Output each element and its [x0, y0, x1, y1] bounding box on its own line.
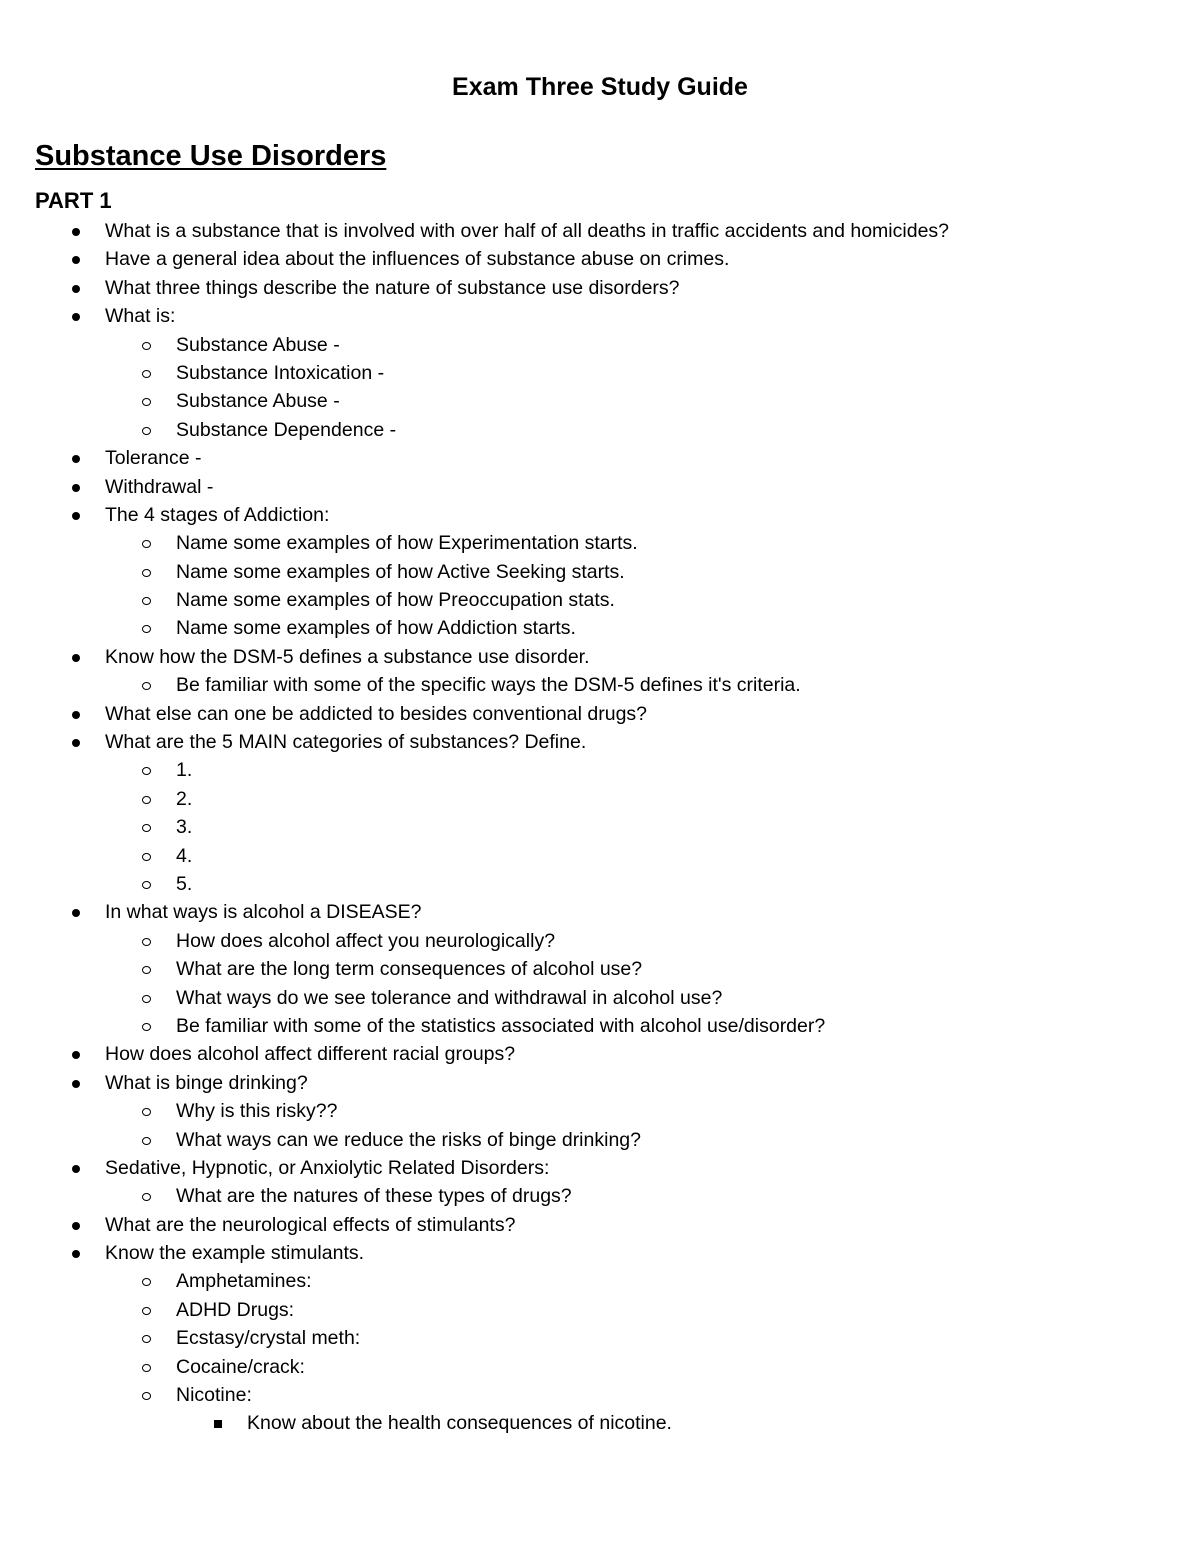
list-item-text: Substance Intoxication -	[176, 361, 385, 384]
filled-bullet-icon	[72, 1080, 80, 1088]
list-item-text: Be familiar with some of the statistics associated with alcohol use/disorder?	[176, 1014, 826, 1037]
filled-bullet-icon	[72, 711, 80, 719]
hollow-bullet-icon	[142, 966, 151, 974]
study-question-list	[0, 217, 1200, 1438]
list-item	[0, 643, 1200, 671]
part-label: PART 1	[35, 188, 112, 213]
list-item-text: Name some examples of how Active Seeking starts.	[176, 560, 625, 583]
list-item-text: In what ways is alcohol a DISEASE?	[105, 901, 422, 924]
list-item-text: Know the example stimulants.	[105, 1242, 365, 1265]
filled-bullet-icon	[72, 1051, 80, 1059]
list-item	[0, 927, 1200, 955]
list-item	[0, 217, 1200, 245]
hollow-bullet-icon	[142, 1335, 151, 1343]
list-item	[0, 473, 1200, 501]
hollow-bullet-icon	[142, 1193, 151, 1201]
list-item	[0, 1182, 1200, 1210]
list-item-text: Know about the health consequences of nicotine.	[247, 1412, 672, 1435]
list-item-text: Sedative, Hypnotic, or Anxiolytic Related Disorders:	[105, 1156, 550, 1179]
list-item-text: What are the 5 MAIN categories of substances? Define.	[105, 731, 587, 754]
list-item	[0, 1267, 1200, 1295]
list-item	[0, 756, 1200, 784]
list-item-text: What is a substance that is involved with over half of all deaths in traffic accidents and homicides?	[105, 220, 950, 242]
list-item-text: What are the natures of these types of drugs?	[176, 1185, 572, 1208]
filled-bullet-icon	[72, 1250, 80, 1258]
hollow-bullet-icon	[142, 625, 151, 633]
list-item	[0, 1126, 1200, 1154]
list-item-text: Name some examples of how Preoccupation stats.	[176, 589, 615, 612]
hollow-bullet-icon	[142, 853, 151, 861]
list-item	[0, 955, 1200, 983]
list-item-text: Why is this risky??	[176, 1100, 338, 1123]
list-item-text: Know how the DSM-5 defines a substance use disorder.	[105, 645, 590, 668]
list-item	[0, 898, 1200, 926]
list-item-text: 5.	[176, 872, 193, 895]
list-item-text: How does alcohol affect you neurologically?	[176, 929, 556, 952]
hollow-bullet-icon	[142, 881, 151, 889]
list-item	[0, 501, 1200, 529]
list-item-text: Substance Dependence -	[176, 418, 397, 441]
list-item	[0, 1097, 1200, 1125]
hollow-bullet-icon	[142, 1392, 151, 1400]
hollow-bullet-icon	[142, 1137, 151, 1145]
filled-bullet-icon	[72, 256, 80, 264]
list-item	[0, 1154, 1200, 1182]
list-item	[0, 671, 1200, 699]
list-item	[0, 416, 1200, 444]
list-item-text: Substance Abuse -	[176, 390, 340, 413]
hollow-bullet-icon	[142, 540, 151, 548]
list-item	[0, 302, 1200, 330]
filled-bullet-icon	[72, 228, 80, 236]
list-item	[0, 245, 1200, 273]
list-item	[0, 870, 1200, 898]
hollow-bullet-icon	[142, 342, 151, 350]
list-item	[0, 1069, 1200, 1097]
list-item-text: What is binge drinking?	[105, 1071, 308, 1094]
list-item-text: Tolerance -	[105, 447, 202, 470]
filled-bullet-icon	[72, 739, 80, 747]
list-item	[0, 1381, 1200, 1409]
list-item	[0, 842, 1200, 870]
filled-bullet-icon	[72, 654, 80, 662]
filled-bullet-icon	[72, 1165, 80, 1173]
list-item	[0, 1239, 1200, 1267]
hollow-bullet-icon	[142, 995, 151, 1003]
list-item	[0, 586, 1200, 614]
list-item	[0, 984, 1200, 1012]
list-item	[0, 558, 1200, 586]
hollow-bullet-icon	[142, 569, 151, 577]
list-item-text: Ecstasy/crystal meth:	[176, 1327, 361, 1350]
list-item	[0, 728, 1200, 756]
hollow-bullet-icon	[142, 1023, 151, 1031]
list-item	[0, 387, 1200, 415]
list-item-text: What are the long term consequences of alcohol use?	[176, 958, 643, 981]
list-item-text: What else can one be addicted to besides conventional drugs?	[105, 702, 648, 725]
list-item-text: What three things describe the nature of substance use disorders?	[105, 276, 680, 299]
list-item-text: What ways do we see tolerance and withdrawal in alcohol use?	[176, 986, 723, 1009]
hollow-bullet-icon	[142, 1364, 151, 1372]
list-item-text: Nicotine:	[176, 1384, 252, 1407]
filled-bullet-icon	[72, 512, 80, 520]
list-item	[0, 444, 1200, 472]
list-item-text: Name some examples of how Experimentation starts.	[176, 532, 638, 555]
list-item-text: Be familiar with some of the specific ways the DSM-5 defines it's criteria.	[176, 674, 801, 697]
hollow-bullet-icon	[142, 370, 151, 378]
list-item-text: Substance Abuse -	[176, 333, 340, 356]
list-item	[0, 1211, 1200, 1239]
list-item	[0, 529, 1200, 557]
list-item	[0, 1353, 1200, 1381]
hollow-bullet-icon	[142, 824, 151, 832]
list-item-text: 4.	[176, 844, 193, 867]
list-item-text: The 4 stages of Addiction:	[105, 503, 330, 526]
list-item	[0, 331, 1200, 359]
list-item-text: Withdrawal -	[105, 475, 214, 498]
list-item-text: ADHD Drugs:	[176, 1298, 295, 1321]
list-item-text: What is:	[105, 305, 176, 328]
hollow-bullet-icon	[142, 597, 151, 605]
hollow-bullet-icon	[142, 682, 151, 690]
square-bullet-icon	[214, 1420, 222, 1428]
hollow-bullet-icon	[142, 398, 151, 406]
list-item	[0, 359, 1200, 387]
list-item	[0, 614, 1200, 642]
list-item	[0, 813, 1200, 841]
list-item-text: 1.	[176, 759, 193, 782]
list-item	[0, 700, 1200, 728]
list-item	[0, 785, 1200, 813]
hollow-bullet-icon	[142, 1108, 151, 1116]
list-item	[0, 1296, 1200, 1324]
filled-bullet-icon	[72, 455, 80, 463]
list-item-text: Amphetamines:	[176, 1270, 312, 1293]
hollow-bullet-icon	[142, 767, 151, 775]
hollow-bullet-icon	[142, 427, 151, 435]
list-item-text: Cocaine/crack:	[176, 1355, 305, 1378]
list-item	[0, 1040, 1200, 1068]
hollow-bullet-icon	[142, 796, 151, 804]
filled-bullet-icon	[72, 285, 80, 293]
hollow-bullet-icon	[142, 1307, 151, 1315]
list-item-text: Name some examples of how Addiction starts.	[176, 617, 576, 640]
list-item-text: How does alcohol affect different racial groups?	[105, 1043, 516, 1066]
hollow-bullet-icon	[142, 938, 151, 946]
document-title: Exam Three Study Guide	[452, 73, 748, 101]
list-item-text: What are the neurological effects of stimulants?	[105, 1213, 516, 1236]
filled-bullet-icon	[72, 313, 80, 321]
hollow-bullet-icon	[142, 1278, 151, 1286]
list-item	[0, 1409, 1200, 1437]
list-item	[0, 1012, 1200, 1040]
filled-bullet-icon	[72, 484, 80, 492]
list-item-text: What ways can we reduce the risks of binge drinking?	[176, 1128, 641, 1151]
filled-bullet-icon	[72, 909, 80, 917]
section-heading: Substance Use Disorders	[35, 140, 387, 172]
list-item-text: 3.	[176, 816, 193, 839]
filled-bullet-icon	[72, 1222, 80, 1230]
list-item-text: 2.	[176, 787, 193, 810]
list-item	[0, 274, 1200, 302]
list-item-text: Have a general idea about the influences of substance abuse on crimes.	[105, 248, 730, 271]
list-item	[0, 1324, 1200, 1352]
